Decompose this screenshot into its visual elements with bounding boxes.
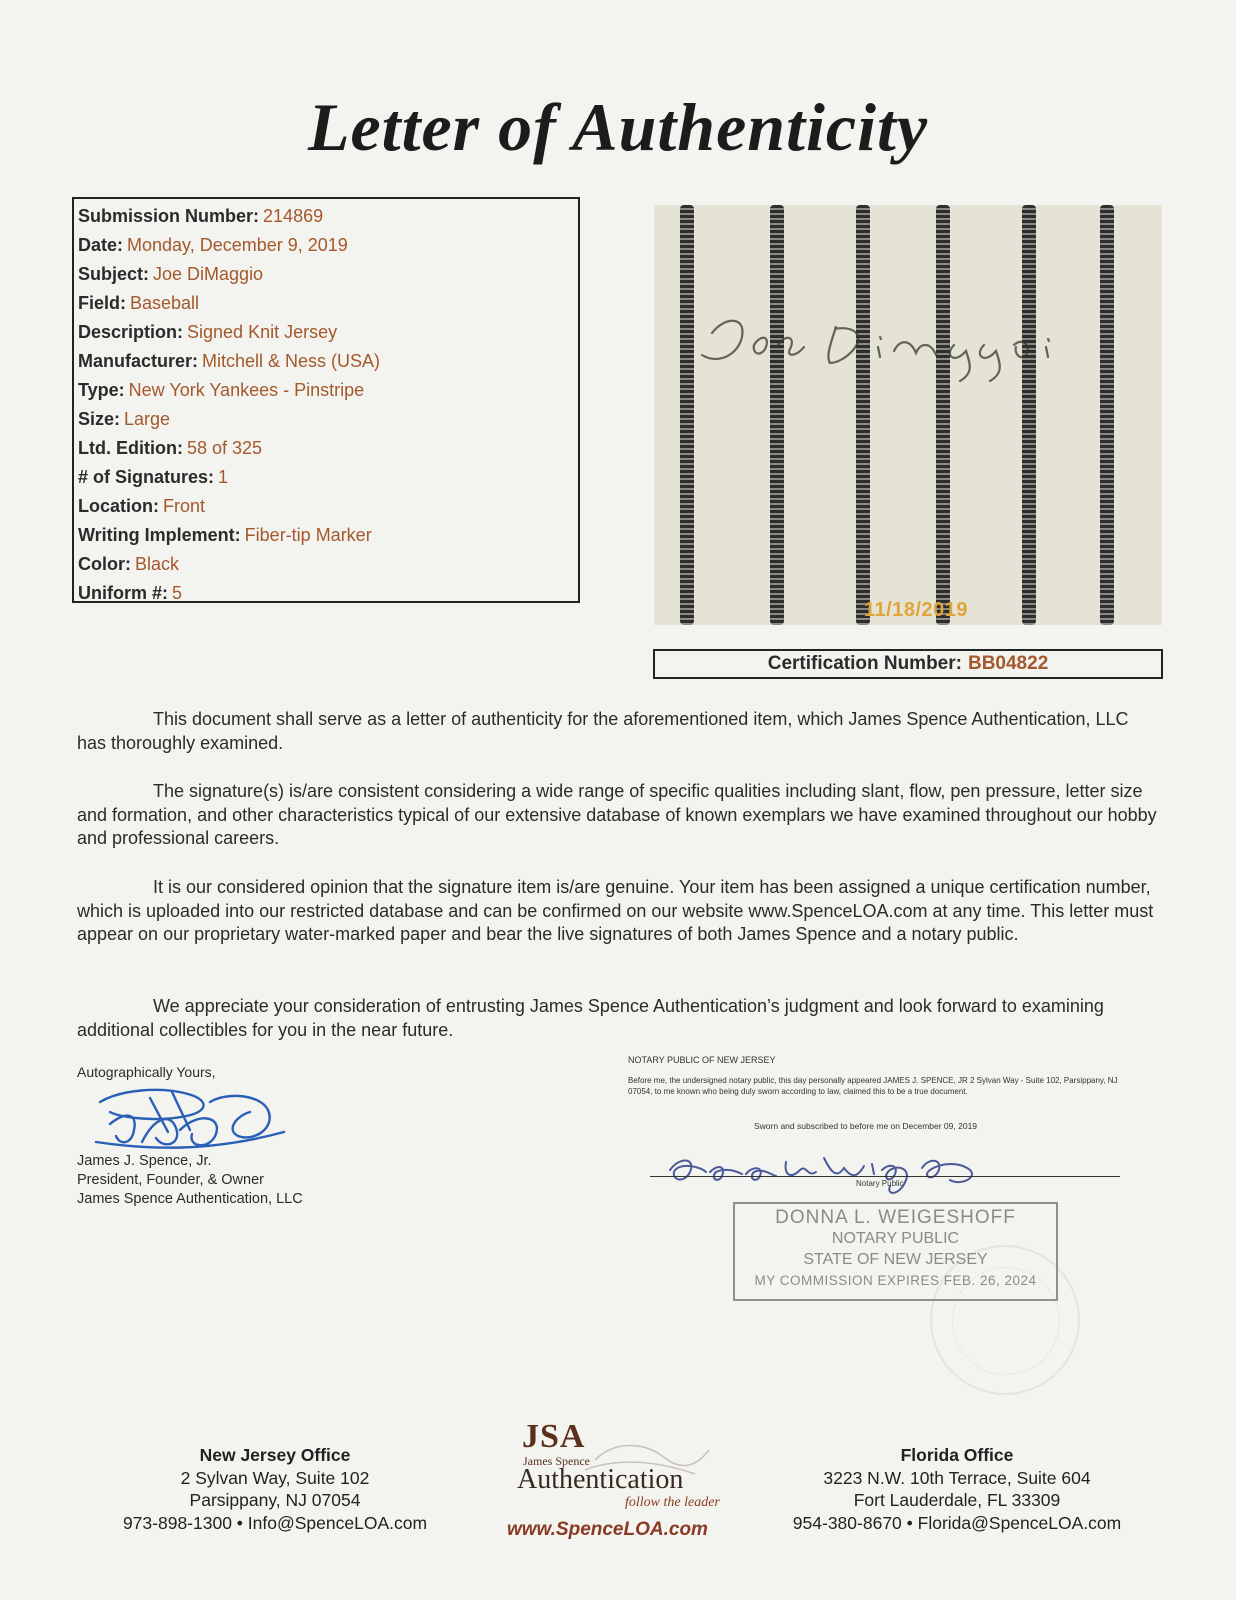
- fl-office-address-2: Fort Lauderdale, FL 33309: [853, 1490, 1061, 1510]
- detail-row: [78, 347, 578, 376]
- detail-label: Size:: [78, 409, 121, 429]
- detail-label: Location:: [78, 496, 159, 516]
- detail-value: 5: [172, 583, 183, 603]
- detail-value: 214869: [263, 206, 324, 226]
- detail-row: [78, 318, 578, 347]
- detail-value: Black: [135, 554, 180, 574]
- jersey-photo: [654, 205, 1162, 625]
- detail-row: [78, 434, 578, 463]
- page-title: Letter of Authenticity: [307, 89, 929, 165]
- details-box: [72, 197, 580, 603]
- detail-row: [78, 492, 578, 521]
- nj-office: [100, 1444, 450, 1534]
- detail-value: New York Yankees - Pinstripe: [128, 380, 365, 400]
- fl-office-name: Florida Office: [900, 1445, 1014, 1465]
- detail-row: [78, 260, 578, 289]
- photo-date-stamp: 11/18/2019: [864, 599, 968, 621]
- fl-office-address-1: 3223 N.W. 10th Terrace, Suite 604: [823, 1467, 1091, 1488]
- nj-office-address-2: Parsippany, NJ 07054: [189, 1490, 361, 1510]
- detail-value: Mitchell & Ness (USA): [202, 351, 381, 371]
- notary-caption: Notary Public: [856, 1179, 904, 1188]
- logo-url: www.SpenceLOA.com: [507, 1519, 708, 1540]
- notary-stamp-state: STATE OF NEW JERSEY: [803, 1251, 988, 1268]
- certification-number: BB04822: [967, 653, 1049, 674]
- detail-label: Description:: [78, 322, 184, 342]
- signatory-block: [77, 1152, 303, 1209]
- body-paragraph: We appreciate your consideration of entrusting James Spence Authentication’s judgment and look forward to examining additional collectibles for you in the near future.: [77, 996, 1104, 1040]
- detail-value: Fiber-tip Marker: [244, 525, 372, 545]
- detail-value: 1: [218, 467, 229, 487]
- detail-label: Manufacturer:: [78, 351, 199, 371]
- fl-office: [782, 1444, 1132, 1534]
- detail-value: Signed Knit Jersey: [187, 322, 338, 342]
- detail-value: 58 of 325: [186, 438, 263, 458]
- certification-label: Certification Number:: [767, 653, 962, 674]
- detail-row: [78, 231, 578, 260]
- fl-office-phone: 954-380-8670: [792, 1512, 902, 1533]
- spence-signature-image: [90, 1072, 290, 1154]
- body-paragraph: The signature(s) is/are consistent considering a wide range of specific qualities including slant, flow, pen pressure, letter size and formation, and other characteristics typical of our extensive database of known exemplars we have examined throughout our hobby and professional careers.: [77, 781, 1157, 848]
- detail-row: [78, 376, 578, 405]
- detail-label: Ltd. Edition:: [78, 438, 183, 458]
- detail-label: Submission Number:: [78, 206, 260, 226]
- notary-sworn-line: Sworn and subscribed to before me on December 09, 2019: [754, 1121, 978, 1131]
- logo-tagline: follow the leader: [625, 1495, 720, 1510]
- detail-row: [78, 550, 578, 579]
- jsa-logo: [495, 1418, 735, 1548]
- notary-signature-line: [650, 1176, 1120, 1177]
- nj-office-name: New Jersey Office: [199, 1445, 351, 1465]
- detail-label: Type:: [78, 380, 125, 400]
- certification-box: [653, 649, 1163, 679]
- logo-jsa-text: JSA: [522, 1418, 586, 1455]
- detail-label: Date:: [78, 235, 124, 255]
- detail-row: [78, 405, 578, 434]
- signatory-company: James Spence Authentication, LLC: [77, 1191, 303, 1207]
- detail-label: Color:: [78, 554, 131, 574]
- fl-office-email: Florida@SpenceLOA.com: [917, 1512, 1122, 1533]
- logo-sub-text: James Spence: [523, 1454, 590, 1468]
- detail-value: Joe DiMaggio: [153, 264, 264, 284]
- logo-authentication-text: Authentication: [517, 1464, 684, 1495]
- closing-line: Autographically Yours,: [77, 1064, 216, 1080]
- detail-value: Monday, December 9, 2019: [127, 235, 348, 255]
- detail-label: Subject:: [78, 264, 150, 284]
- notary-signature-image: [660, 1140, 1000, 1200]
- detail-row: [78, 579, 578, 608]
- notary-heading: NOTARY PUBLIC OF NEW JERSEY: [628, 1055, 776, 1065]
- detail-row: [78, 463, 578, 492]
- detail-label: Writing Implement:: [78, 525, 241, 545]
- nj-office-address-1: 2 Sylvan Way, Suite 102: [180, 1467, 370, 1488]
- notary-stamp: [733, 1202, 1058, 1301]
- detail-row: [78, 202, 578, 231]
- detail-value: Baseball: [130, 293, 200, 313]
- signatory-name: James J. Spence, Jr.: [77, 1153, 212, 1169]
- body-paragraph: It is our considered opinion that the signature item is/are genuine. Your item has been assigned a unique certification number, which is uploaded into our restricted database and can be confirmed on our website www.SpenceLOA.com at any time. This letter must appear on our proprietary water-marked paper and bear the live signatures of both James Spence and a notary public.: [77, 877, 1154, 944]
- nj-office-phone: 973-898-1300: [122, 1512, 232, 1533]
- notary-stamp-name: DONNA L. WEIGESHOFF: [775, 1207, 1016, 1228]
- jersey-signature-image: [654, 205, 1162, 625]
- detail-value: Front: [163, 496, 206, 516]
- detail-label: Field:: [78, 293, 126, 313]
- nj-office-email: Info@SpenceLOA.com: [247, 1512, 428, 1533]
- detail-row: [78, 289, 578, 318]
- detail-row: [78, 521, 578, 550]
- detail-value: Large: [124, 409, 171, 429]
- notary-statement: Before me, the undersigned notary public, this day personally appeared JAMES J. SPENCE, JR 2 Sylvan Way - Suite 102, Parsippany, NJ 07054, to me known who being duly sworn according to law, claimed this to be a true document.: [628, 1076, 1118, 1096]
- detail-label: Uniform #:: [78, 583, 168, 603]
- notary-stamp-title: NOTARY PUBLIC: [831, 1230, 960, 1247]
- body-paragraph: This document shall serve as a letter of authenticity for the aforementioned item, which James Spence Authentication, LLC has thoroughly examined.: [77, 709, 1129, 753]
- signatory-title: President, Founder, & Owner: [77, 1172, 264, 1188]
- nj-office-contact: 973-898-1300 • Info@SpenceLOA.com: [122, 1512, 428, 1533]
- notary-stamp-commission: MY COMMISSION EXPIRES FEB. 26, 2024: [754, 1273, 1037, 1288]
- fl-office-contact: 954-380-8670 • Florida@SpenceLOA.com: [792, 1512, 1122, 1533]
- detail-label: # of Signatures:: [78, 467, 215, 487]
